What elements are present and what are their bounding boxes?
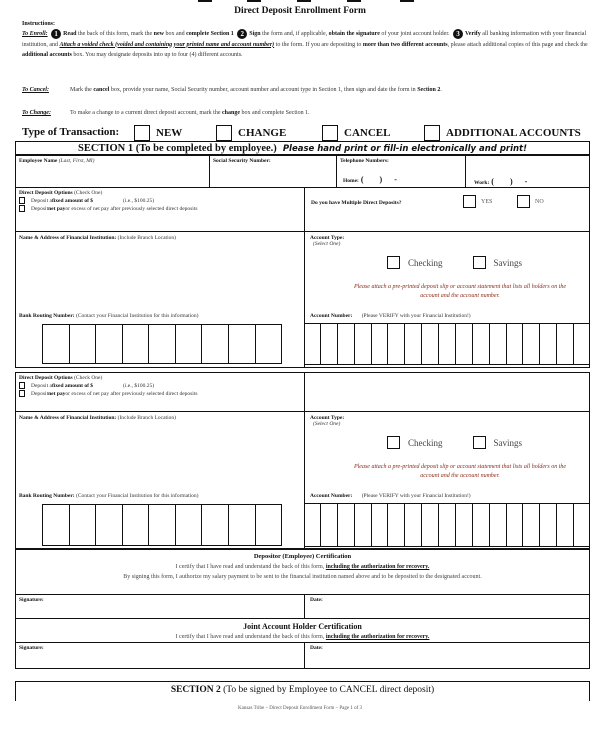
- step1-text: the back of this form, mark the: [76, 31, 154, 37]
- fixed-amount-option[interactable]: [19, 197, 304, 204]
- multiple-no-option[interactable]: [517, 195, 544, 208]
- net-pay-checkbox[interactable]: [19, 205, 25, 212]
- routing-label: Bank Routing Number:: [19, 313, 75, 319]
- cancel-instructions: [22, 85, 592, 96]
- page-footer: Kansas Tribe – Direct Deposit Enrollment Form – Page 1 of 3: [237, 706, 362, 711]
- ssn-field[interactable]: [209, 155, 337, 188]
- cancel-text3: .: [440, 87, 442, 93]
- change-text2: box and complete Section 1.: [240, 110, 310, 116]
- checking-option-2[interactable]: [387, 436, 443, 449]
- depositor-certification: [15, 549, 590, 595]
- deposit-options-1: [15, 187, 305, 232]
- multiple-yes-option[interactable]: [463, 195, 492, 208]
- account-number-hint: (Please VERIFY with your Financial Institution!): [361, 313, 471, 319]
- savings-label: Savings: [493, 437, 523, 448]
- step3-text4: box. You may designate deposits into up to four (4) different accounts.: [71, 52, 243, 58]
- savings-checkbox[interactable]: [473, 436, 486, 449]
- transaction-new-option[interactable]: [134, 125, 182, 141]
- change-text1: To make a change to a current direct deposit account, mark the: [70, 110, 223, 116]
- step1-new: new: [153, 31, 164, 37]
- institution-and-routing-2: [15, 411, 305, 549]
- employee-name-field[interactable]: [15, 155, 210, 188]
- home-phone-field[interactable]: [336, 155, 466, 188]
- employee-name-label: Employee Name: [19, 158, 58, 164]
- deposit-options-label: Direct Deposit Options: [19, 375, 73, 381]
- account-number-grid-2[interactable]: [304, 503, 590, 547]
- opt1-pre: Deposit a: [31, 197, 52, 204]
- cancel-bold: cancel: [93, 87, 110, 93]
- joint-date-field[interactable]: [304, 642, 590, 669]
- account-type-label: Account Type:: [310, 415, 345, 421]
- cancel-text2: box, provide your name, Social Security number, account number and account type in Section 1, then sign and date the form in: [109, 87, 418, 93]
- employee-date-field[interactable]: [304, 594, 590, 619]
- net-pay-checkbox[interactable]: [19, 390, 25, 397]
- step3-bold: Verify: [465, 31, 481, 37]
- opt2-bold: net pay: [48, 205, 66, 212]
- new-checkbox[interactable]: [134, 125, 150, 141]
- home-label: Home:: [343, 178, 359, 184]
- step2-text2: of your joint account holder.: [379, 31, 450, 37]
- transaction-type-label: Type of Transaction:: [22, 126, 120, 138]
- section1-subtitle: Please hand print or fill-in electronically and print!: [282, 144, 528, 154]
- cancel-text1: Mark the: [70, 87, 94, 93]
- signature-label: Signature:: [19, 597, 44, 603]
- step-1-icon: 1: [51, 29, 61, 39]
- opt1-bold: fixed amount of $: [51, 382, 94, 389]
- opt2-text: or excess of net pay after previously selected direct deposits: [65, 390, 198, 397]
- deposit-options-hint: (Check One): [74, 190, 103, 196]
- account-type-hint: (Select One): [313, 421, 341, 427]
- routing-hint: (Contact your Financial Institution for this information): [76, 313, 199, 319]
- institution-input-1[interactable]: [19, 240, 299, 308]
- deposit-options-2: [15, 372, 305, 412]
- step1-text2: box and: [163, 31, 187, 37]
- step3-text2: to the form. If you are depositing to: [274, 41, 363, 48]
- change-instructions: [22, 108, 590, 119]
- work-phone-field[interactable]: [465, 155, 590, 188]
- savings-label: Savings: [493, 257, 523, 268]
- change-label: CHANGE: [238, 127, 287, 139]
- transaction-additional-option[interactable]: [424, 125, 581, 141]
- joint-holder-certification: [15, 618, 590, 643]
- joint-cert-title: Joint Account Holder Certification: [243, 622, 362, 631]
- date-label: Date:: [310, 597, 323, 603]
- step-2-icon: 2: [237, 29, 247, 39]
- yes-label: YES: [481, 198, 493, 205]
- cancel-label: To Cancel:: [22, 87, 49, 93]
- telephone-label: Telephone Numbers:: [340, 158, 389, 164]
- cancel-section: Section 2: [417, 87, 441, 93]
- employee-signature-field[interactable]: [15, 594, 305, 619]
- step2-text: the form and, if applicable,: [260, 31, 329, 37]
- deposit-options-hint: (Check One): [74, 375, 103, 381]
- step2-obtain: obtain the signature: [328, 31, 380, 37]
- step1-bold: Read: [63, 31, 77, 37]
- step3-text: all banking information with your financial institution, and: [22, 31, 587, 48]
- fixed-amount-option[interactable]: [19, 382, 304, 389]
- depositor-cert-line2: By signing this form, I authorize my salary payment to be sent to the financial institution named above and to be deposited to the designated account.: [123, 574, 482, 580]
- step2-bold: Sign: [249, 31, 261, 37]
- checking-label: Checking: [408, 257, 443, 268]
- deposit-options-2-right: [304, 372, 590, 412]
- no-label: NO: [535, 198, 544, 205]
- net-pay-option[interactable]: [19, 205, 304, 212]
- opt2-bold: net pay: [48, 390, 66, 397]
- deposit-options-label: Direct Deposit Options: [19, 190, 73, 196]
- opt1-pre: Deposit a: [31, 382, 52, 389]
- work-label: Work:: [474, 180, 490, 186]
- account-type-hint: (Select One): [313, 241, 341, 247]
- account-type-and-number-1: [304, 231, 590, 368]
- checking-label: Checking: [408, 437, 443, 448]
- savings-option-2[interactable]: [473, 436, 523, 449]
- opt2-pre: Deposit: [31, 390, 49, 397]
- institution-hint: (Include Branch Location): [117, 235, 176, 241]
- work-format: ( ) -: [491, 177, 528, 186]
- account-type-label: Account Type:: [310, 235, 345, 241]
- signature-label: Signature:: [19, 645, 44, 651]
- multiple-no-checkbox[interactable]: [517, 195, 530, 208]
- account-type-and-number-2: [304, 411, 590, 549]
- institution-label: Name & Address of Financial Institution:: [19, 235, 117, 241]
- institution-label: Name & Address of Financial Institution:: [19, 415, 117, 421]
- step3-attach: Attach a voided check (voided and containing your printed name and account number): [59, 41, 275, 48]
- home-format: ( ) -: [360, 175, 397, 184]
- net-pay-option[interactable]: [19, 390, 304, 397]
- joint-cert-line1: I certify that I have read and understand the back of this form,: [175, 634, 326, 640]
- enroll-instructions: [22, 29, 590, 61]
- routing-number-grid-2[interactable]: [42, 504, 282, 546]
- section1-header: [15, 141, 590, 155]
- savings-option-1[interactable]: [473, 256, 523, 269]
- section2-title: SECTION 2: [170, 685, 221, 695]
- checking-checkbox[interactable]: [387, 256, 400, 269]
- opt1-example: (i.e., $100.25): [123, 197, 155, 204]
- ssn-label: Social Security Number:: [213, 158, 271, 164]
- step1-complete: complete Section 1: [186, 31, 234, 37]
- employee-name-hint: (Last, First, MI): [58, 158, 95, 164]
- additional-accounts-checkbox[interactable]: [424, 125, 440, 141]
- savings-checkbox[interactable]: [473, 256, 486, 269]
- transaction-cancel-option[interactable]: [322, 125, 390, 141]
- cancel-label: CANCEL: [344, 127, 391, 139]
- attach-slip-note: Please attach a pre-printed deposit slip or account statement that lists all holders on the account and the account number.: [353, 464, 567, 479]
- institution-hint: (Include Branch Location): [117, 415, 176, 421]
- depositor-cert-title: Depositor (Employee) Certification: [253, 553, 352, 560]
- joint-signature-field[interactable]: [15, 642, 305, 669]
- routing-number-grid-1[interactable]: [42, 324, 282, 364]
- transaction-type-row: [22, 125, 592, 141]
- institution-and-routing-1: [15, 231, 305, 368]
- section1-title: SECTION 1 (To be completed by employee.): [77, 143, 277, 154]
- joint-cert-recovery: including the authorization for recovery.: [325, 634, 430, 640]
- date-label: Date:: [310, 645, 323, 651]
- multiple-yes-checkbox[interactable]: [463, 195, 476, 208]
- opt2-text: or excess of net pay after previously selected direct deposits: [65, 205, 198, 212]
- checking-checkbox[interactable]: [387, 436, 400, 449]
- additional-accounts-label: ADDITIONAL ACCOUNTS: [446, 127, 581, 139]
- account-number-grid-1[interactable]: [304, 323, 590, 365]
- transaction-change-option[interactable]: [216, 125, 286, 141]
- change-bold: change: [222, 110, 241, 116]
- attach-slip-note: Please attach a pre-printed deposit slip or account statement that lists all holders on the account and the account number.: [353, 284, 567, 299]
- instructions-heading: Instructions:: [22, 21, 56, 27]
- cancel-checkbox[interactable]: [322, 125, 338, 141]
- account-number-hint: (Please VERIFY with your Financial Institution!): [361, 493, 471, 499]
- checking-option-1[interactable]: [387, 256, 443, 269]
- multiple-deposits-label: Do you have Multiple Direct Deposits?: [311, 200, 402, 206]
- opt2-pre: Deposit: [31, 205, 49, 212]
- section2-header: [15, 681, 590, 701]
- routing-label: Bank Routing Number:: [19, 493, 75, 499]
- multiple-deposits-cell: [304, 187, 590, 232]
- enroll-label: To Enroll:: [22, 31, 48, 37]
- step3-text3: , please attach additional copies of this page and check the: [447, 41, 588, 48]
- step3-more: more than two different accounts: [362, 41, 448, 48]
- opt1-example: (i.e., $100.25): [123, 382, 155, 389]
- depositor-cert-line1: I certify that I have read and understand the back of this form,: [175, 564, 326, 570]
- form-title: Direct Deposit Enrollment Form: [234, 6, 366, 16]
- institution-input-2[interactable]: [19, 420, 299, 488]
- new-label: NEW: [156, 127, 183, 139]
- step3-additional: additional accounts: [22, 52, 72, 58]
- account-number-label: Account Number:: [310, 313, 353, 319]
- change-label: To Change:: [22, 110, 51, 116]
- fixed-amount-checkbox[interactable]: [19, 382, 25, 389]
- depositor-cert-recovery: including the authorization for recovery.: [325, 564, 430, 570]
- routing-hint: (Contact your Financial Institution for this information): [76, 493, 199, 499]
- section2-subtitle: (To be signed by Employee to CANCEL direct deposit): [223, 685, 435, 695]
- fixed-amount-checkbox[interactable]: [19, 197, 25, 204]
- change-checkbox[interactable]: [216, 125, 232, 141]
- account-number-label: Account Number:: [310, 493, 353, 499]
- opt1-bold: fixed amount of $: [51, 197, 94, 204]
- step-3-icon: 3: [453, 29, 463, 39]
